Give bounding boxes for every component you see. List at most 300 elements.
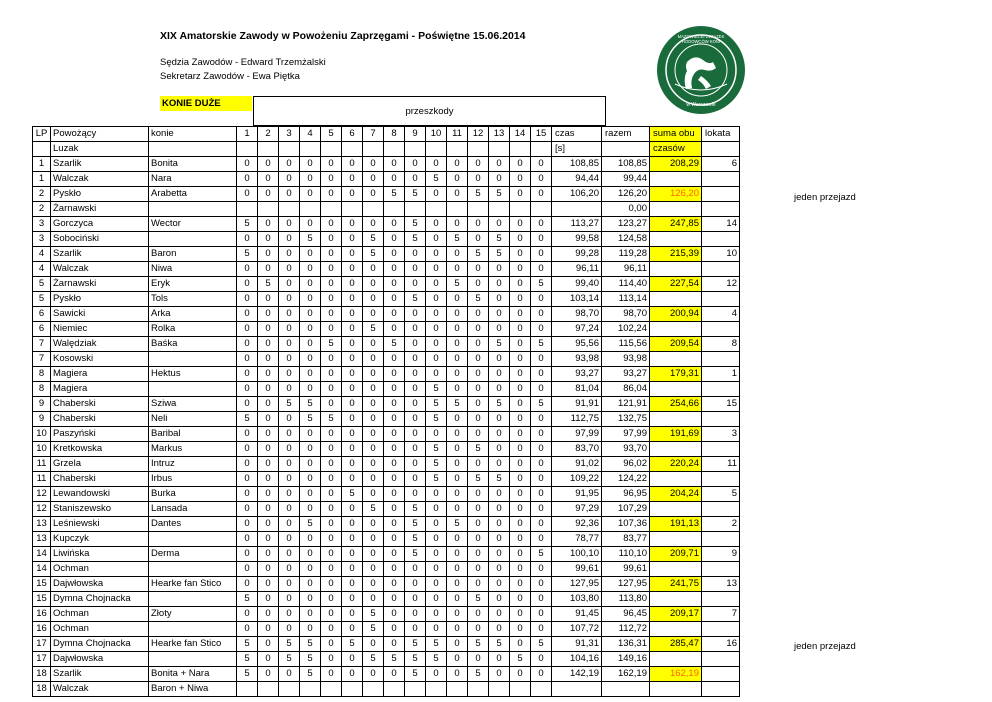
- row-obstacle-4: 0: [300, 337, 321, 352]
- row-obstacle-2: 0: [258, 157, 279, 172]
- table-row: [33, 622, 740, 637]
- row-obstacle-15: 0: [531, 502, 552, 517]
- row-obstacle-2: 0: [258, 382, 279, 397]
- row-obstacle-10: 0: [426, 607, 447, 622]
- table-row: [33, 172, 740, 187]
- row-obstacle-12: 0: [468, 607, 489, 622]
- row-razem: 136,31: [602, 637, 650, 652]
- row-obstacle-5: 5: [321, 412, 342, 427]
- row-horse: Hearke fan Stico: [149, 577, 237, 592]
- row-obstacle-3: 0: [279, 172, 300, 187]
- row-obstacle-15: 0: [531, 457, 552, 472]
- row-obstacle-13: 0: [489, 157, 510, 172]
- row-obstacle-11: [447, 202, 468, 217]
- row-obstacle-12: 0: [468, 652, 489, 667]
- header-row-2: [33, 142, 740, 157]
- row-obstacle-3: 0: [279, 562, 300, 577]
- header-horse-blank: [149, 142, 237, 157]
- row-czas: [552, 682, 602, 697]
- note-single-run-2: jeden przejazd: [794, 641, 856, 652]
- row-obstacle-9: 0: [405, 157, 426, 172]
- row-razem: 93,27: [602, 367, 650, 382]
- row-lokata: [702, 472, 740, 487]
- row-driver: Szarlik: [51, 247, 149, 262]
- row-czas: 103,14: [552, 292, 602, 307]
- row-obstacle-15: 0: [531, 232, 552, 247]
- row-obstacle-13: 5: [489, 247, 510, 262]
- row-obstacle-6: 0: [342, 412, 363, 427]
- row-razem: 107,29: [602, 502, 650, 517]
- row-obstacle-14: 0: [510, 352, 531, 367]
- row-razem: 149,16: [602, 652, 650, 667]
- row-obstacle-3: 0: [279, 607, 300, 622]
- row-obstacle-15: 0: [531, 427, 552, 442]
- row-obstacle-6: 0: [342, 502, 363, 517]
- row-obstacle-3: [279, 202, 300, 217]
- row-obstacle-5: 0: [321, 292, 342, 307]
- row-obstacle-2: 0: [258, 397, 279, 412]
- row-obstacle-1: 0: [237, 472, 258, 487]
- table-row: [33, 607, 740, 622]
- row-lp: 3: [33, 232, 51, 247]
- row-obstacle-8: 5: [384, 337, 405, 352]
- row-obstacle-2: 0: [258, 652, 279, 667]
- row-obstacle-4: 5: [300, 517, 321, 532]
- row-suma: [650, 412, 702, 427]
- row-obstacle-3: 0: [279, 457, 300, 472]
- header-ob-blank-6: [342, 142, 363, 157]
- row-obstacle-6: 0: [342, 307, 363, 322]
- table-row: [33, 502, 740, 517]
- row-obstacle-5: 0: [321, 502, 342, 517]
- row-obstacle-12: [468, 202, 489, 217]
- row-lp: 7: [33, 337, 51, 352]
- row-obstacle-4: 0: [300, 277, 321, 292]
- row-obstacle-15: 5: [531, 277, 552, 292]
- row-lokata: 10: [702, 247, 740, 262]
- row-obstacle-3: 0: [279, 667, 300, 682]
- row-obstacle-13: 0: [489, 532, 510, 547]
- row-obstacle-7: 0: [363, 157, 384, 172]
- row-obstacle-8: 0: [384, 307, 405, 322]
- row-razem: 162,19: [602, 667, 650, 682]
- row-obstacle-13: 0: [489, 307, 510, 322]
- row-obstacle-11: 0: [447, 607, 468, 622]
- row-obstacle-14: 0: [510, 337, 531, 352]
- row-obstacle-11: 0: [447, 472, 468, 487]
- row-obstacle-5: 0: [321, 262, 342, 277]
- row-obstacle-7: 5: [363, 502, 384, 517]
- row-obstacle-5: [321, 202, 342, 217]
- row-obstacle-9: [405, 682, 426, 697]
- row-suma: 208,29: [650, 157, 702, 172]
- row-obstacle-7: [363, 202, 384, 217]
- row-lp: 9: [33, 412, 51, 427]
- row-razem: 97,99: [602, 427, 650, 442]
- row-obstacle-10: 0: [426, 337, 447, 352]
- row-obstacle-13: 0: [489, 382, 510, 397]
- row-obstacle-10: 0: [426, 502, 447, 517]
- table-row: [33, 637, 740, 652]
- row-obstacle-4: 0: [300, 352, 321, 367]
- row-obstacle-1: [237, 202, 258, 217]
- row-lp: 14: [33, 547, 51, 562]
- row-obstacle-4: 0: [300, 442, 321, 457]
- row-driver: Kosowski: [51, 352, 149, 367]
- row-horse: Baśka: [149, 337, 237, 352]
- row-obstacle-6: 0: [342, 622, 363, 637]
- table-row: [33, 382, 740, 397]
- row-obstacle-12: 0: [468, 487, 489, 502]
- row-obstacle-4: [300, 682, 321, 697]
- row-obstacle-14: 0: [510, 247, 531, 262]
- row-obstacle-15: 0: [531, 652, 552, 667]
- row-obstacle-7: 5: [363, 652, 384, 667]
- row-obstacle-10: 5: [426, 412, 447, 427]
- row-horse: Bonita + Nara: [149, 667, 237, 682]
- row-obstacle-7: 0: [363, 577, 384, 592]
- row-obstacle-7: 5: [363, 622, 384, 637]
- row-lokata: 14: [702, 217, 740, 232]
- row-obstacle-6: 0: [342, 472, 363, 487]
- row-driver: Kupczyk: [51, 532, 149, 547]
- logo-icon: [655, 24, 747, 116]
- row-obstacle-15: 5: [531, 547, 552, 562]
- header-ob-blank-15: [531, 142, 552, 157]
- row-razem: 99,61: [602, 562, 650, 577]
- row-lp: 2: [33, 187, 51, 202]
- table-body: [33, 157, 740, 697]
- row-obstacle-5: 0: [321, 487, 342, 502]
- row-obstacle-10: 0: [426, 622, 447, 637]
- row-obstacle-6: 0: [342, 517, 363, 532]
- row-razem: 112,72: [602, 622, 650, 637]
- row-suma: [650, 352, 702, 367]
- row-obstacle-5: 5: [321, 337, 342, 352]
- row-obstacle-14: [510, 202, 531, 217]
- row-obstacle-10: 0: [426, 232, 447, 247]
- row-obstacle-15: 0: [531, 442, 552, 457]
- row-obstacle-13: 0: [489, 667, 510, 682]
- row-driver: Szarlik: [51, 667, 149, 682]
- row-obstacle-9: 0: [405, 442, 426, 457]
- row-obstacle-9: 5: [405, 652, 426, 667]
- row-obstacle-3: 0: [279, 547, 300, 562]
- row-obstacle-1: 5: [237, 652, 258, 667]
- row-obstacle-11: 0: [447, 667, 468, 682]
- row-obstacle-7: 0: [363, 352, 384, 367]
- row-obstacle-3: 0: [279, 517, 300, 532]
- row-obstacle-2: 0: [258, 457, 279, 472]
- row-obstacle-15: 0: [531, 472, 552, 487]
- row-obstacle-6: 0: [342, 322, 363, 337]
- row-obstacle-1: 5: [237, 637, 258, 652]
- row-obstacle-9: 0: [405, 277, 426, 292]
- row-obstacle-10: 5: [426, 397, 447, 412]
- row-obstacle-11: 0: [447, 352, 468, 367]
- row-obstacle-8: 0: [384, 157, 405, 172]
- row-obstacle-9: 0: [405, 457, 426, 472]
- row-obstacle-13: 0: [489, 352, 510, 367]
- row-obstacle-11: 0: [447, 442, 468, 457]
- row-obstacle-14: 0: [510, 562, 531, 577]
- header-ob-blank-3: [279, 142, 300, 157]
- row-obstacle-1: 0: [237, 322, 258, 337]
- row-obstacle-8: 0: [384, 427, 405, 442]
- row-obstacle-14: 0: [510, 622, 531, 637]
- row-suma: 191,69: [650, 427, 702, 442]
- row-obstacle-10: 0: [426, 247, 447, 262]
- row-obstacle-14: 0: [510, 592, 531, 607]
- row-lokata: [702, 667, 740, 682]
- row-lokata: [702, 187, 740, 202]
- row-obstacle-6: 0: [342, 262, 363, 277]
- row-driver: Ochman: [51, 622, 149, 637]
- header-row-1: [33, 127, 740, 142]
- header-suma: suma obu: [650, 127, 702, 142]
- row-obstacle-2: 5: [258, 277, 279, 292]
- row-obstacle-14: 0: [510, 607, 531, 622]
- row-obstacle-4: 5: [300, 637, 321, 652]
- row-obstacle-11: 0: [447, 187, 468, 202]
- row-obstacle-3: 0: [279, 307, 300, 322]
- row-suma: 209,71: [650, 547, 702, 562]
- category-banner: KONIE DUŻE: [160, 96, 252, 111]
- row-obstacle-10: 0: [426, 292, 447, 307]
- row-obstacle-5: 0: [321, 157, 342, 172]
- row-obstacle-8: 0: [384, 367, 405, 382]
- row-obstacle-9: 5: [405, 517, 426, 532]
- row-czas: 91,95: [552, 487, 602, 502]
- row-obstacle-6: 0: [342, 217, 363, 232]
- row-obstacle-10: [426, 202, 447, 217]
- obstacles-header: przeszkody: [253, 96, 606, 126]
- row-obstacle-14: 0: [510, 232, 531, 247]
- row-czas: [552, 202, 602, 217]
- row-driver: Sobociński: [51, 232, 149, 247]
- row-obstacle-15: 0: [531, 262, 552, 277]
- header-ob-blank-7: [363, 142, 384, 157]
- row-suma: [650, 562, 702, 577]
- row-obstacle-12: 0: [468, 322, 489, 337]
- row-obstacle-3: 0: [279, 502, 300, 517]
- row-obstacle-3: 5: [279, 652, 300, 667]
- row-horse: Niwa: [149, 262, 237, 277]
- row-obstacle-15: 0: [531, 517, 552, 532]
- row-obstacle-4: 0: [300, 532, 321, 547]
- row-lp: 10: [33, 427, 51, 442]
- row-obstacle-4: 0: [300, 307, 321, 322]
- row-obstacle-3: 0: [279, 577, 300, 592]
- row-lp: 9: [33, 397, 51, 412]
- row-obstacle-13: [489, 682, 510, 697]
- header-lp-blank: [33, 142, 51, 157]
- row-obstacle-11: 0: [447, 427, 468, 442]
- row-obstacle-11: 0: [447, 622, 468, 637]
- header-groom: Luzak: [51, 142, 149, 157]
- row-obstacle-3: 5: [279, 397, 300, 412]
- row-driver: Dajwłowska: [51, 652, 149, 667]
- row-obstacle-2: 0: [258, 352, 279, 367]
- row-obstacle-3: 0: [279, 322, 300, 337]
- row-horse: Arabetta: [149, 187, 237, 202]
- header-obstacle-2: 2: [258, 127, 279, 142]
- row-obstacle-12: 0: [468, 352, 489, 367]
- row-lokata: 15: [702, 397, 740, 412]
- header-ob-blank-14: [510, 142, 531, 157]
- row-czas: 108,85: [552, 157, 602, 172]
- header-lokata-blank: [702, 142, 740, 157]
- table-row: [33, 292, 740, 307]
- row-obstacle-5: 0: [321, 352, 342, 367]
- row-obstacle-10: 0: [426, 532, 447, 547]
- row-obstacle-9: 0: [405, 322, 426, 337]
- row-razem: 113,80: [602, 592, 650, 607]
- row-obstacle-7: 0: [363, 637, 384, 652]
- header-suma-2: czasów: [650, 142, 702, 157]
- row-obstacle-5: 0: [321, 667, 342, 682]
- row-obstacle-6: 0: [342, 337, 363, 352]
- row-obstacle-13: 0: [489, 487, 510, 502]
- row-obstacle-14: 0: [510, 532, 531, 547]
- row-lokata: [702, 532, 740, 547]
- row-obstacle-9: 0: [405, 352, 426, 367]
- row-obstacle-14: 0: [510, 517, 531, 532]
- row-obstacle-14: 0: [510, 367, 531, 382]
- row-obstacle-1: 0: [237, 487, 258, 502]
- row-obstacle-5: 0: [321, 307, 342, 322]
- row-razem: 83,77: [602, 532, 650, 547]
- table-row: [33, 472, 740, 487]
- row-obstacle-4: 0: [300, 562, 321, 577]
- header-obstacle-11: 11: [447, 127, 468, 142]
- row-obstacle-5: 0: [321, 442, 342, 457]
- row-obstacle-12: 0: [468, 232, 489, 247]
- row-obstacle-14: 0: [510, 157, 531, 172]
- row-obstacle-2: 0: [258, 487, 279, 502]
- row-obstacle-8: 0: [384, 592, 405, 607]
- row-lp: 13: [33, 532, 51, 547]
- judge-line: Sędzia Zawodów - Edward Trzemżalski: [160, 57, 326, 68]
- row-obstacle-15: 0: [531, 322, 552, 337]
- row-czas: 91,31: [552, 637, 602, 652]
- row-obstacle-3: 0: [279, 532, 300, 547]
- row-obstacle-8: 0: [384, 667, 405, 682]
- row-obstacle-6: 5: [342, 637, 363, 652]
- row-horse: [149, 232, 237, 247]
- row-obstacle-14: 0: [510, 397, 531, 412]
- row-obstacle-8: 0: [384, 637, 405, 652]
- row-suma: [650, 532, 702, 547]
- row-horse: Lansada: [149, 502, 237, 517]
- row-lokata: [702, 322, 740, 337]
- row-obstacle-9: 0: [405, 427, 426, 442]
- row-obstacle-10: 0: [426, 562, 447, 577]
- row-obstacle-10: 0: [426, 307, 447, 322]
- row-obstacle-9: 0: [405, 367, 426, 382]
- row-obstacle-6: 5: [342, 487, 363, 502]
- row-obstacle-8: 0: [384, 382, 405, 397]
- row-lokata: 11: [702, 457, 740, 472]
- row-obstacle-5: 0: [321, 517, 342, 532]
- row-czas: 91,45: [552, 607, 602, 622]
- row-obstacle-7: 0: [363, 367, 384, 382]
- row-obstacle-4: 5: [300, 667, 321, 682]
- row-obstacle-6: 0: [342, 427, 363, 442]
- row-obstacle-6: 0: [342, 547, 363, 562]
- table-row: [33, 247, 740, 262]
- row-obstacle-6: [342, 202, 363, 217]
- row-razem: 96,45: [602, 607, 650, 622]
- row-suma: [650, 382, 702, 397]
- row-obstacle-8: 0: [384, 622, 405, 637]
- row-lokata: 6: [702, 157, 740, 172]
- row-obstacle-9: 0: [405, 172, 426, 187]
- row-obstacle-9: 0: [405, 262, 426, 277]
- row-obstacle-14: 0: [510, 577, 531, 592]
- row-obstacle-4: 0: [300, 322, 321, 337]
- header-ob-blank-11: [447, 142, 468, 157]
- row-obstacle-15: 0: [531, 667, 552, 682]
- officials-block: [160, 56, 326, 84]
- row-obstacle-1: 0: [237, 532, 258, 547]
- row-suma: 215,39: [650, 247, 702, 262]
- row-lokata: [702, 562, 740, 577]
- row-driver: Walczak: [51, 172, 149, 187]
- row-obstacle-7: 5: [363, 607, 384, 622]
- row-lokata: 4: [702, 307, 740, 322]
- row-lokata: 9: [702, 547, 740, 562]
- row-obstacle-4: [300, 202, 321, 217]
- row-obstacle-5: [321, 682, 342, 697]
- row-obstacle-9: 0: [405, 472, 426, 487]
- row-lp: 3: [33, 217, 51, 232]
- row-obstacle-12: 0: [468, 577, 489, 592]
- row-obstacle-14: 0: [510, 307, 531, 322]
- row-obstacle-4: 0: [300, 547, 321, 562]
- row-obstacle-6: 0: [342, 277, 363, 292]
- row-obstacle-10: 0: [426, 427, 447, 442]
- row-obstacle-12: 0: [468, 427, 489, 442]
- row-obstacle-13: 0: [489, 427, 510, 442]
- row-obstacle-1: 0: [237, 442, 258, 457]
- row-obstacle-7: 0: [363, 667, 384, 682]
- row-obstacle-11: 0: [447, 367, 468, 382]
- row-lp: 5: [33, 292, 51, 307]
- row-obstacle-2: [258, 202, 279, 217]
- row-obstacle-12: 0: [468, 412, 489, 427]
- row-obstacle-2: 0: [258, 667, 279, 682]
- row-obstacle-15: 0: [531, 172, 552, 187]
- row-obstacle-15: 0: [531, 607, 552, 622]
- table-row: [33, 442, 740, 457]
- row-obstacle-11: 0: [447, 577, 468, 592]
- row-obstacle-7: 0: [363, 457, 384, 472]
- row-czas: 78,77: [552, 532, 602, 547]
- row-obstacle-13: 0: [489, 262, 510, 277]
- row-horse: Arka: [149, 307, 237, 322]
- row-obstacle-15: 0: [531, 412, 552, 427]
- row-obstacle-2: 0: [258, 322, 279, 337]
- table-row: [33, 262, 740, 277]
- table-row: [33, 202, 740, 217]
- row-obstacle-1: 0: [237, 562, 258, 577]
- row-obstacle-3: 0: [279, 157, 300, 172]
- row-horse: [149, 652, 237, 667]
- row-obstacle-4: 0: [300, 487, 321, 502]
- row-lokata: 2: [702, 517, 740, 532]
- row-obstacle-2: 0: [258, 262, 279, 277]
